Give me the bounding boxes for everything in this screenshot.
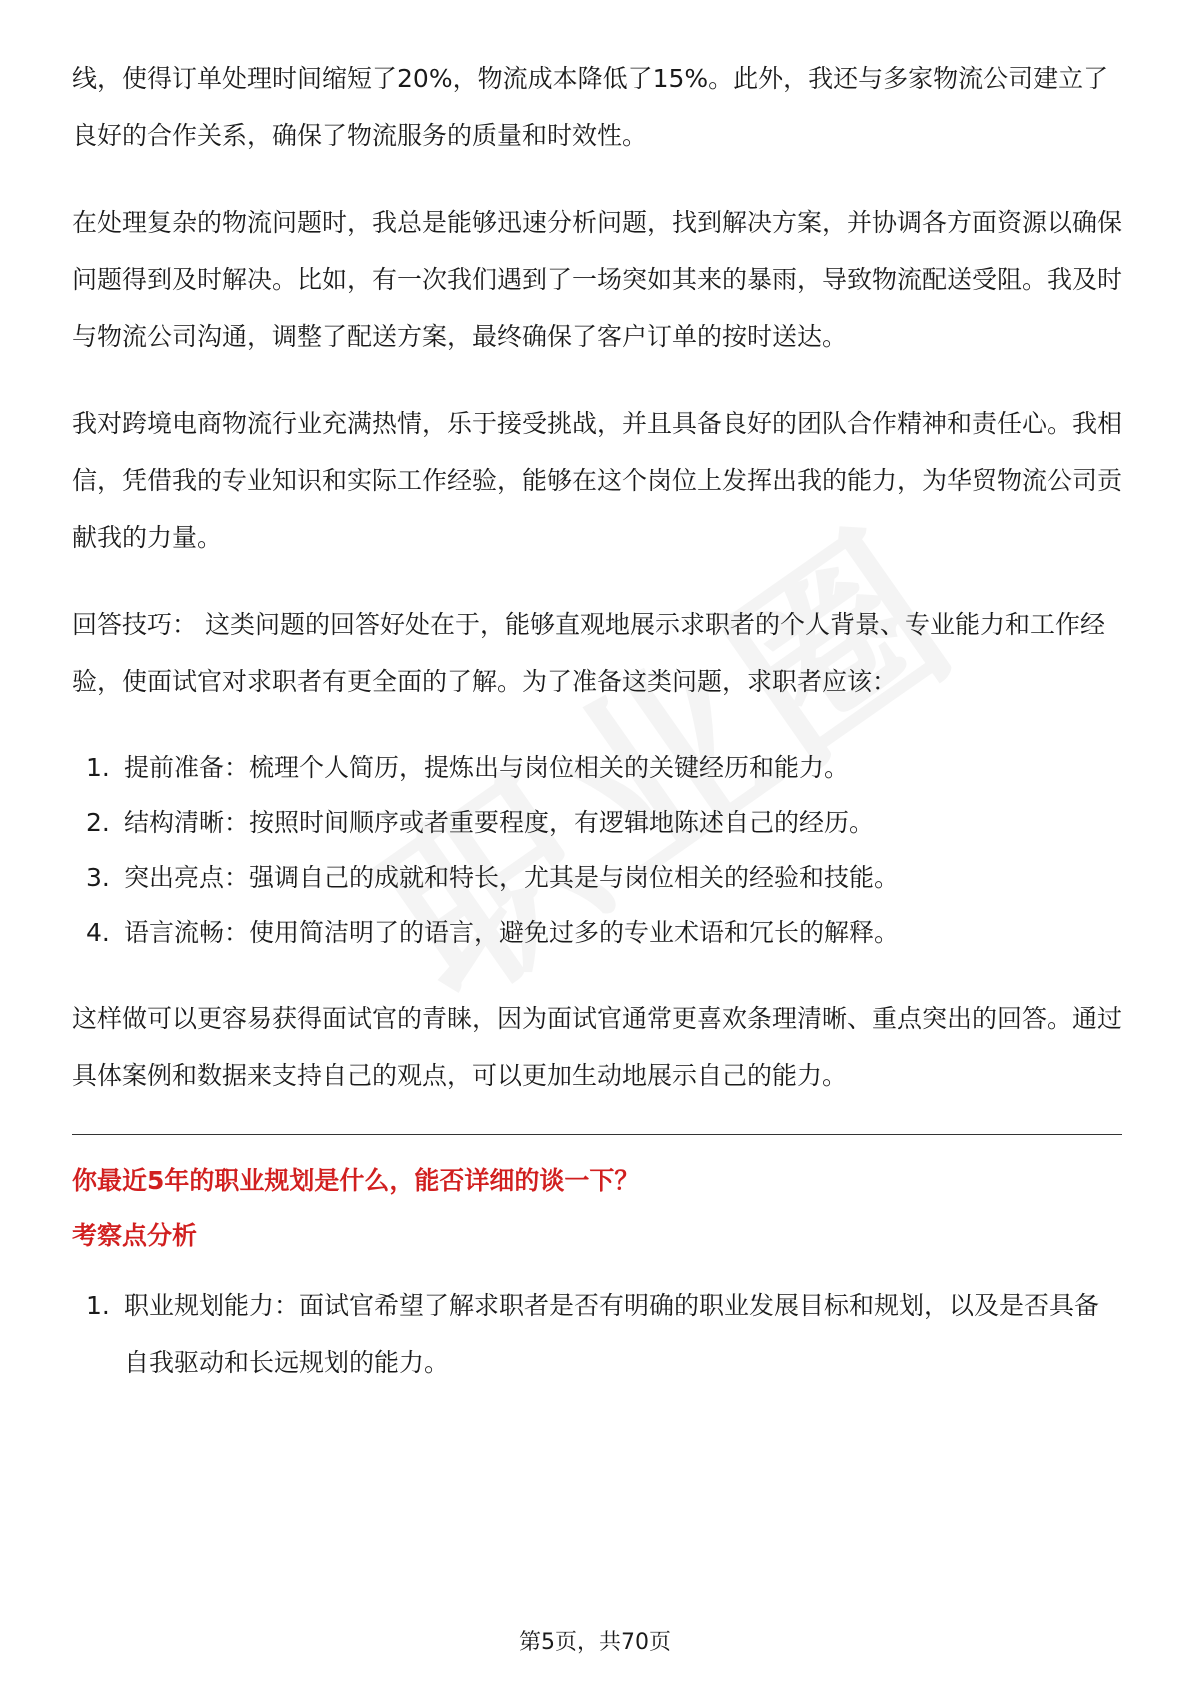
page-number-footer: 第5页，共70页 [519, 1630, 671, 1655]
list-item-text: 职业规划能力：面试官希望了解求职者是否有明确的职业发展目标和规划，以及是否具备自我驱动和长远规划的能力。 [124, 1291, 1100, 1377]
list-item [72, 740, 1122, 795]
section-divider [72, 1134, 1122, 1135]
paragraph-achievements: 线，使得订单处理时间缩短了20%，物流成本降低了15%。此外，我还与多家物流公司建立了良好的合作关系，确保了物流服务的质量和时效性。 [72, 64, 1109, 150]
paragraph-summary: 这样做可以更容易获得面试官的青睐，因为面试官通常更喜欢条理清晰、重点突出的回答。通过具体案例和数据来支持自己的观点，可以更加生动地展示自己的能力。 [72, 1004, 1123, 1090]
analysis-list [72, 1277, 1122, 1391]
list-item-number: 1. [86, 1291, 110, 1320]
list-item-text: 语言流畅：使用简洁明了的语言，避免过多的专业术语和冗长的解释。 [124, 918, 900, 947]
list-item [72, 1277, 1122, 1391]
list-item-number: 3. [86, 863, 110, 892]
question-title: 你最近5年的职业规划是什么，能否详细的谈一下？ [72, 1166, 640, 1195]
list-item-number: 4. [86, 918, 110, 947]
tips-list [72, 740, 1122, 960]
analysis-heading: 考察点分析 [72, 1221, 198, 1250]
page-content [72, 50, 1122, 1421]
list-item-text: 提前准备：梳理个人简历，提炼出与岗位相关的关键经历和能力。 [124, 753, 850, 782]
list-item-number: 2. [86, 808, 110, 837]
list-item [72, 850, 1122, 905]
paragraph-motivation: 我对跨境电商物流行业充满热情，乐于接受挑战，并且具备良好的团队合作精神和责任心。我相信，凭借我的专业知识和实际工作经验，能够在这个岗位上发挥出我的能力，为华贸物流公司贡献我的力量。 [72, 409, 1123, 552]
paragraph-answer-tips: 回答技巧： 这类问题的回答好处在于，能够直观地展示求职者的个人背景、专业能力和工作经验，使面试官对求职者有更全面的了解。为了准备这类问题，求职者应该： [72, 610, 1105, 696]
list-item [72, 795, 1122, 850]
list-item-text: 突出亮点：强调自己的成就和特长，尤其是与岗位相关的经验和技能。 [124, 863, 900, 892]
list-item-text: 结构清晰：按照时间顺序或者重要程度，有逻辑地陈述自己的经历。 [124, 808, 875, 837]
list-item-number: 1. [86, 753, 110, 782]
list-item [72, 905, 1122, 960]
paragraph-problem-solving: 在处理复杂的物流问题时，我总是能够迅速分析问题，找到解决方案，并协调各方面资源以确保问题得到及时解决。比如，有一次我们遇到了一场突如其来的暴雨，导致物流配送受阻。我及时与物流公司沟通，调整了配送方案，最终确保了客户订单的按时送达。 [72, 208, 1123, 351]
